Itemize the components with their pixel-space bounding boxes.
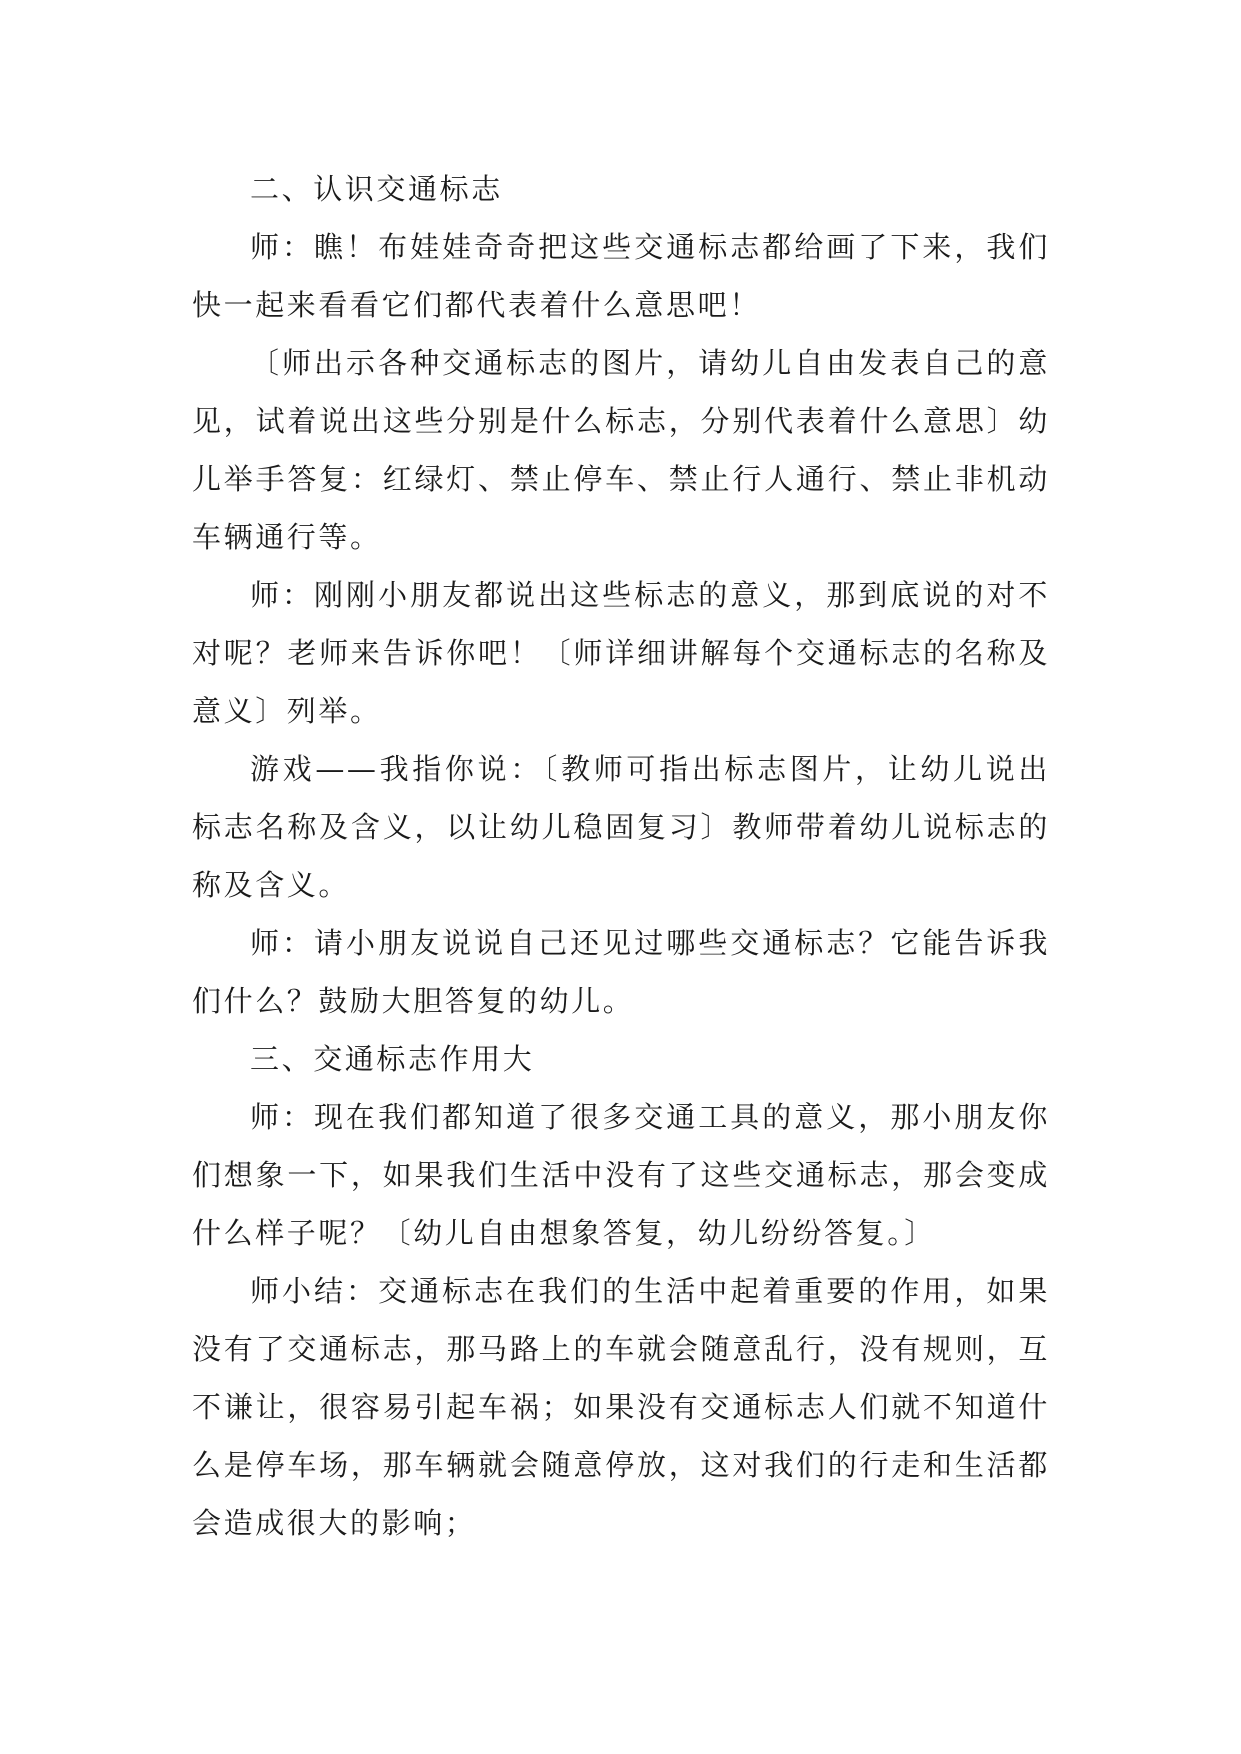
paragraph-show-pictures: 〔师出示各种交通标志的图片，请幼儿自由发表自己的意见，试着说出这些分别是什么标志，分别代表着什么意思〕幼儿举手答复：红绿灯、禁止停车、禁止行人通行、禁止非机动车辆通行等。 <box>192 346 1050 554</box>
paragraph-game: 游戏——我指你说：〔教师可指出标志图片，让幼儿说出标志名称及含义，以让幼儿稳固复习〕教师带着幼儿说标志的称及含义。 <box>192 752 1050 902</box>
section-heading-sign-importance: 三、交通标志作用大 <box>250 1042 535 1076</box>
paragraph-teacher-ask: 师：请小朋友说说自己还见过哪些交通标志？它能告诉我们什么？鼓励大胆答复的幼儿。 <box>192 926 1050 1018</box>
paragraph-teacher-explain: 师：刚刚小朋友都说出这些标志的意义，那到底说的对不对呢？老师来告诉你吧！〔师详细讲解每个交通标志的名称及意义〕列举。 <box>192 578 1050 728</box>
paragraph-imagine: 师：现在我们都知道了很多交通工具的意义，那小朋友你们想象一下，如果我们生活中没有了这些交通标志，那会变成什么样子呢？〔幼儿自由想象答复，幼儿纷纷答复。〕 <box>192 1100 1050 1250</box>
paragraph-summary: 师小结：交通标志在我们的生活中起着重要的作用，如果没有了交通标志，那马路上的车就会随意乱行，没有规则，互不谦让，很容易引起车祸；如果没有交通标志人们就不知道什么是停车场，那车辆就会随意停放，这对我们的行走和生活都会造成很大的影响； <box>192 1274 1050 1540</box>
document-body <box>192 160 1050 1552</box>
paragraph-teacher-intro: 师：瞧！布娃娃奇奇把这些交通标志都给画了下来，我们快一起来看看它们都代表着什么意思吧！ <box>192 230 1050 322</box>
section-heading-recognize-signs: 二、认识交通标志 <box>250 172 503 206</box>
